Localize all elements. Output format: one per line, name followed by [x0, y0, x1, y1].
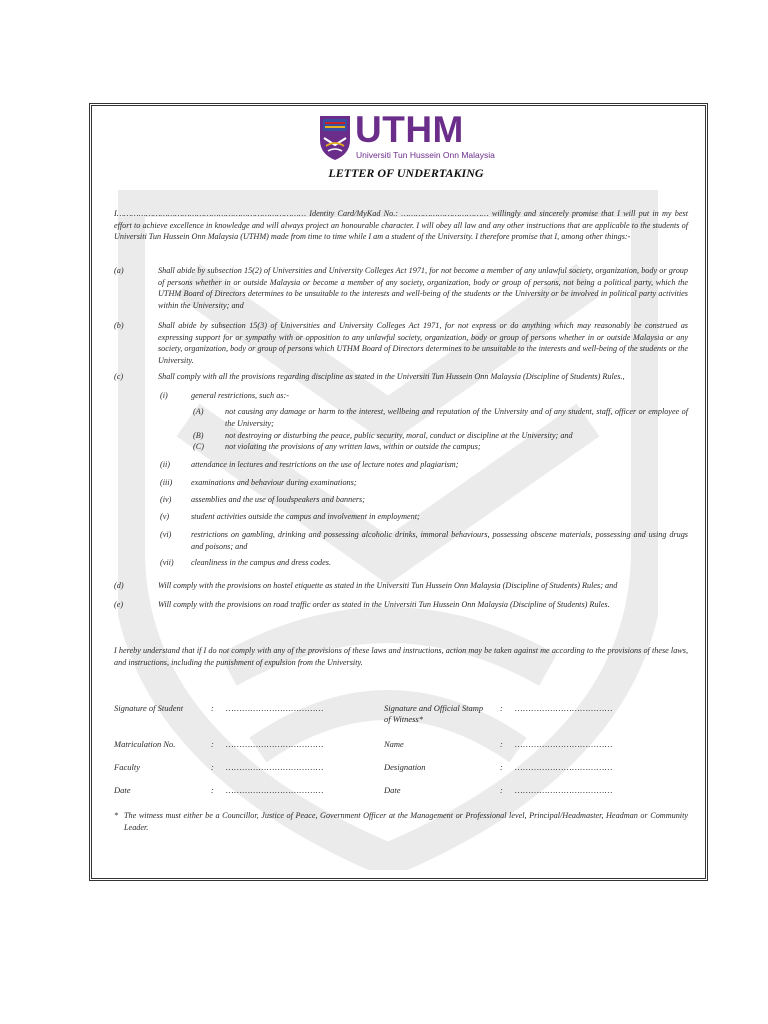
date-left-field[interactable]: ………………………………	[226, 785, 324, 795]
clause-c-iv-marker: (iv)	[160, 495, 172, 504]
clause-c-v-marker: (v)	[160, 512, 170, 521]
witness-signature-label-2: of Witness*	[384, 714, 423, 724]
clause-c-iii-text: examinations and behaviour during examinations;	[191, 478, 357, 487]
footnote-marker: *	[114, 811, 119, 820]
clause-c-iv-text: assemblies and the use of loudspeakers and banners;	[191, 495, 365, 504]
clause-c-text: Shall comply with all the provisions regarding discipline as stated in the Universiti Tun Hussein Onn Malaysia (Discipline of Students) Rules.,	[158, 372, 625, 381]
clause-b-marker: (b)	[114, 321, 124, 330]
clause-c-A-marker: (A)	[193, 407, 204, 416]
clause-b-text: Shall abide by subsection 15(3) of Universities and University Colleges Act 1971, for not express or do anything which may reasonably be construed as expressing support for or sympathy with or opposition to any unlawful society, organization, body or group of persons whether in or outside Malaysia or any society, organization, body or group of persons which UTHM Board of Directors determines to be unsuitable to the interests and well-being of the students or the University.	[158, 321, 688, 365]
clause-c-v-text: student activities outside the campus and involvement in employment;	[191, 512, 420, 521]
faculty-label: Faculty	[114, 762, 140, 772]
name-field[interactable]: ………………………………	[515, 739, 613, 749]
sig-colon: :	[500, 762, 503, 772]
clause-c-C-marker: (C)	[193, 442, 204, 451]
sig-colon: :	[500, 703, 503, 713]
document-title: LETTER OF UNDERTAKING	[328, 166, 484, 180]
clause-c-A-text: not causing any damage or harm to the interest, wellbeing and reputation of the University and of any student, staff, officer or employee of the University;	[225, 407, 688, 428]
uthm-logo	[318, 109, 495, 164]
closing-paragraph: I hereby understand that if I do not comply with any of the provisions of these laws and instructions, action may be taken against me according to the provisions of these laws, and instructions, including the punishment of expulsion from the University.	[114, 646, 688, 667]
matric-label: Matriculation No.	[114, 739, 176, 749]
clause-c-iii-marker: (iii)	[160, 478, 173, 487]
sig-colon: :	[211, 739, 214, 749]
sig-colon: :	[500, 785, 503, 795]
clause-e-text: Will comply with the provisions on road traffic order as stated in the Universiti Tun Hussein Onn Malaysia (Discipline of Students) Rules.	[158, 600, 610, 609]
footnote-text: The witness must either be a Councillor, Justice of Peace, Government Officer at the Management or Professional level, Principal/Headmaster, Headman or Community Leader.	[124, 811, 688, 832]
faculty-field[interactable]: ………………………………	[226, 762, 324, 772]
designation-field[interactable]: ………………………………	[515, 762, 613, 772]
designation-label: Designation	[384, 762, 426, 772]
sig-colon: :	[211, 703, 214, 713]
date-right-label: Date	[384, 785, 401, 795]
clause-c-i-text: general restrictions, such as:-	[191, 391, 289, 400]
sig-colon: :	[211, 762, 214, 772]
clause-c-ii-text: attendance in lectures and restrictions on the use of lecture notes and plagiarism;	[191, 460, 459, 469]
clause-c-vi-text: restrictions on gambling, drinking and possessing alcoholic drinks, immoral behaviours, possessing obscene materials, possessing and using drugs and poisons; and	[191, 530, 688, 551]
clause-d-text: Will comply with the provisions on hostel etiquette as stated in the Universiti Tun Hussein Onn Malaysia (Discipline of Students) Rules; and	[158, 581, 618, 590]
clause-c-ii-marker: (ii)	[160, 460, 171, 469]
clause-e-marker: (e)	[114, 600, 124, 609]
clause-c-B-text: not destroying or disturbing the peace, public security, moral, conduct or discipline at the University; and	[225, 431, 573, 440]
matric-field[interactable]: ………………………………	[226, 739, 324, 749]
clause-c-i-marker: (i)	[160, 391, 168, 400]
clause-a-marker: (a)	[114, 266, 124, 275]
clause-c-B-marker: (B)	[193, 431, 204, 440]
witness-signature-label: Signature and Official Stamp	[384, 703, 484, 713]
witness-signature-field[interactable]: ………………………………	[515, 703, 613, 713]
student-signature-label: Signature of Student	[114, 703, 184, 713]
date-left-label: Date	[114, 785, 131, 795]
clause-a-text: Shall abide by subsection 15(2) of Universities and University Colleges Act 1971, for not become a member of any unlawful society, organization, body or group of persons whether in or outside Malaysia or become a member of any society, organization, body or group of persons, not being a political party, which the UTHM Board of Directors determines to be unsuitable to the interests and well-being of the students or the University or be involved in political party activities within the University; and	[158, 266, 688, 310]
name-label: Name	[384, 739, 404, 749]
clause-c-vi-marker: (vi)	[160, 530, 172, 539]
clause-c-vii-marker: (vii)	[160, 558, 174, 567]
clause-c-C-text: not violating the provisions of any written laws, within or outside the campus;	[225, 442, 481, 451]
intro-paragraph: I…………………………………………………………………… Identity Card/MyKad No.: ……………………………… willingly and sincerely promise that I will put in my best effort to achieve excellence in knowledge and will always project an honourable character. I will obey all law and any other instructions that are applicable to the students of Universiti Tun Hussein Onn Malaysia (UTHM) made from time to time while I am a student of the University. I therefore promise that I, among other things:-	[114, 209, 688, 242]
clause-c-marker: (c)	[114, 372, 124, 381]
date-right-field[interactable]: ………………………………	[515, 785, 613, 795]
uthm-wordmark: UTHM	[355, 109, 464, 150]
clause-d-marker: (d)	[114, 581, 124, 590]
university-name: Universiti Tun Hussein Onn Malaysia	[356, 150, 495, 160]
uthm-crest-icon	[318, 114, 352, 162]
sig-colon: :	[500, 739, 503, 749]
student-signature-field[interactable]: ………………………………	[226, 703, 324, 713]
clause-c-vii-text: cleanliness in the campus and dress codes.	[191, 558, 331, 567]
sig-colon: :	[211, 785, 214, 795]
